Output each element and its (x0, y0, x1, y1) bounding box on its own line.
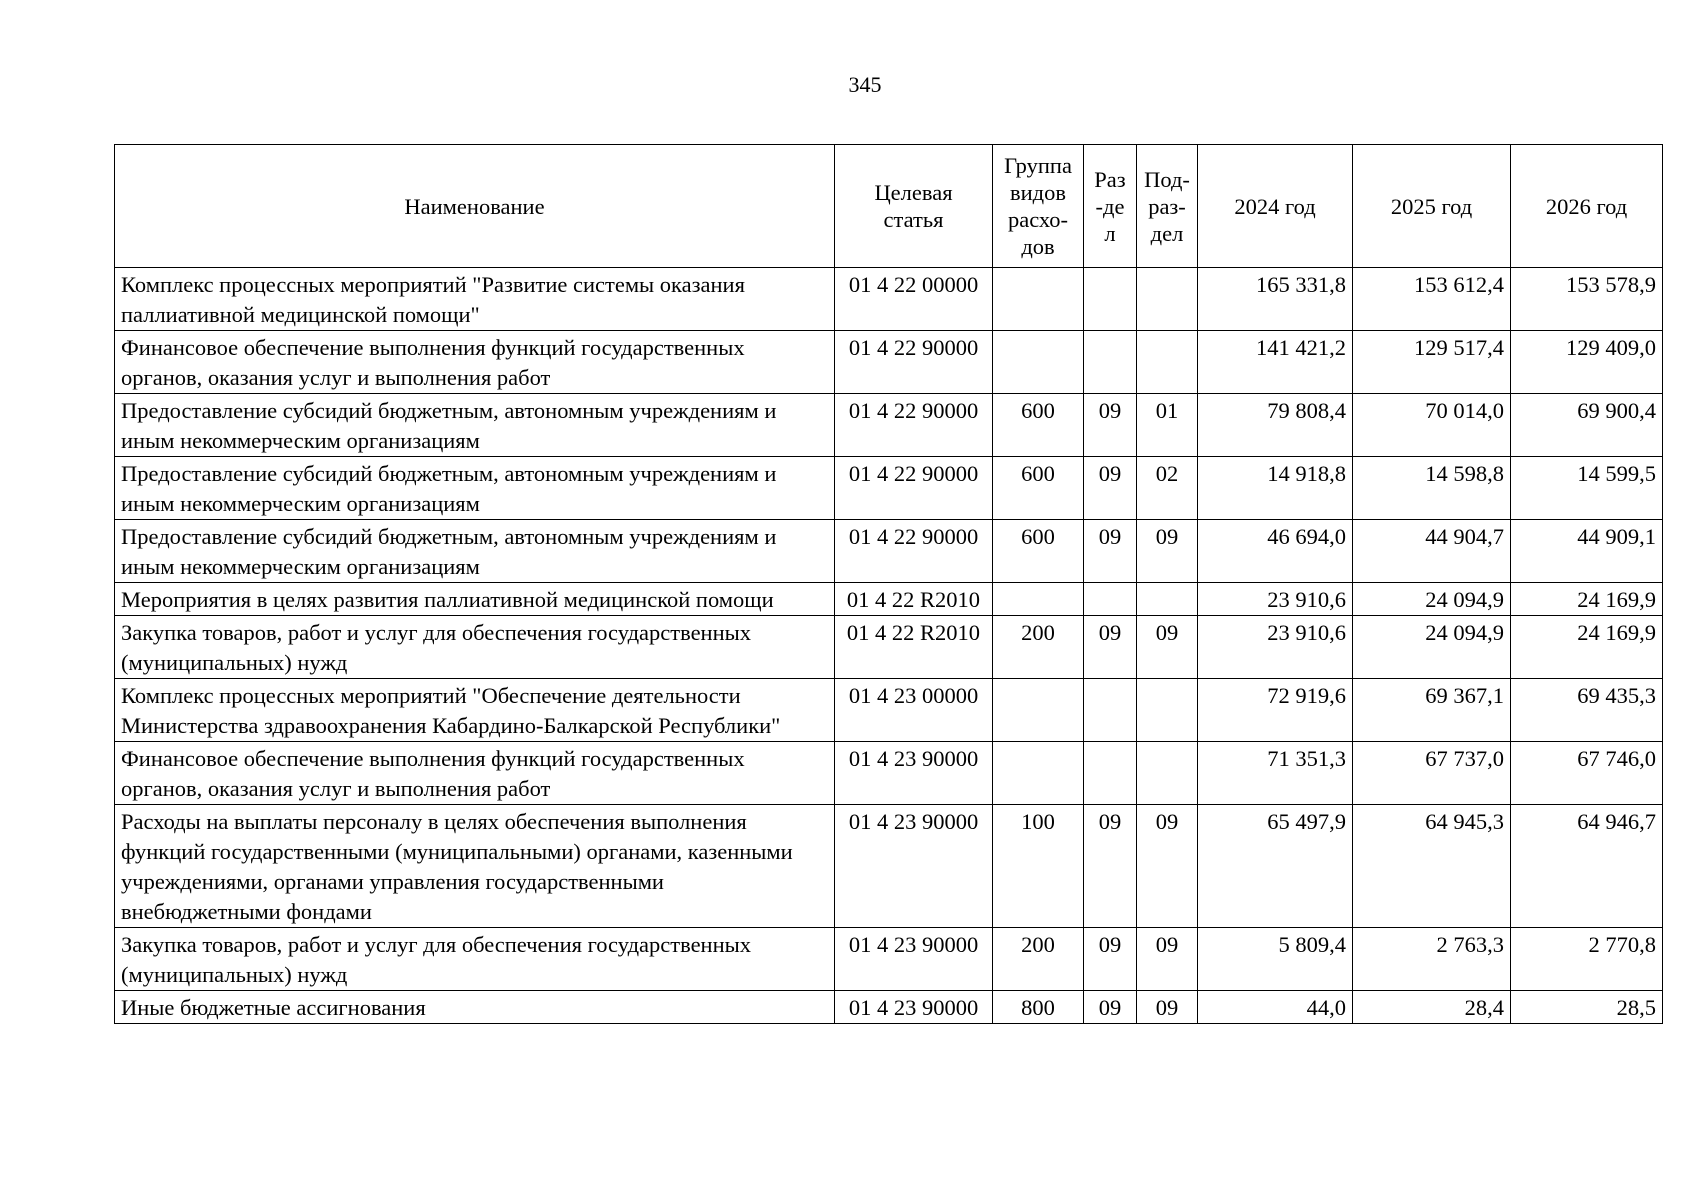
cell-section: 09 (1084, 520, 1137, 583)
cell-target: 01 4 23 90000 (835, 805, 993, 928)
cell-2026: 44 909,1 (1511, 520, 1663, 583)
cell-2025: 69 367,1 (1353, 679, 1511, 742)
cell-group (993, 742, 1084, 805)
table-row (115, 679, 1663, 742)
budget-table (114, 144, 1663, 1024)
cell-subsection (1137, 583, 1198, 616)
cell-target: 01 4 22 90000 (835, 331, 993, 394)
cell-group (993, 583, 1084, 616)
header-2026: 2026 год (1511, 145, 1663, 268)
cell-name: Финансовое обеспечение выполнения функций государственных органов, оказания услуг и выполнения работ (115, 742, 835, 805)
cell-subsection: 09 (1137, 928, 1198, 991)
cell-2024: 46 694,0 (1198, 520, 1353, 583)
cell-name: Мероприятия в целях развития паллиативной медицинской помощи (115, 583, 835, 616)
cell-target: 01 4 22 90000 (835, 457, 993, 520)
cell-target: 01 4 23 90000 (835, 742, 993, 805)
header-section: Раз-дел (1084, 145, 1137, 268)
cell-group: 800 (993, 991, 1084, 1024)
table-body (115, 268, 1663, 1024)
cell-2025: 14 598,8 (1353, 457, 1511, 520)
cell-subsection: 02 (1137, 457, 1198, 520)
table-row (115, 394, 1663, 457)
table-header-row (115, 145, 1663, 268)
cell-subsection: 09 (1137, 616, 1198, 679)
cell-group: 600 (993, 394, 1084, 457)
cell-name: Комплекс процессных мероприятий "Обеспечение деятельности Министерства здравоохранения Кабардино-Балкарской Республики" (115, 679, 835, 742)
cell-subsection: 09 (1137, 520, 1198, 583)
header-2025: 2025 год (1353, 145, 1511, 268)
page-number: 345 (848, 72, 882, 97)
cell-2025: 44 904,7 (1353, 520, 1511, 583)
cell-2025: 24 094,9 (1353, 616, 1511, 679)
cell-section: 09 (1084, 616, 1137, 679)
cell-name: Закупка товаров, работ и услуг для обеспечения государственных (муниципальных) нужд (115, 928, 835, 991)
cell-target: 01 4 23 00000 (835, 679, 993, 742)
cell-2024: 14 918,8 (1198, 457, 1353, 520)
cell-section (1084, 742, 1137, 805)
cell-2025: 28,4 (1353, 991, 1511, 1024)
cell-subsection (1137, 331, 1198, 394)
cell-section: 09 (1084, 394, 1137, 457)
cell-name: Расходы на выплаты персоналу в целях обеспечения выполнения функций государственными (муниципальными) органами, казенными учреждениями, органами управления государственными внебюджетными фондами (115, 805, 835, 928)
cell-2025: 64 945,3 (1353, 805, 1511, 928)
cell-subsection: 01 (1137, 394, 1198, 457)
cell-2024: 44,0 (1198, 991, 1353, 1024)
cell-name: Предоставление субсидий бюджетным, автономным учреждениям и иным некоммерческим организациям (115, 520, 835, 583)
cell-2024: 79 808,4 (1198, 394, 1353, 457)
cell-group: 100 (993, 805, 1084, 928)
cell-target: 01 4 23 90000 (835, 928, 993, 991)
cell-2026: 67 746,0 (1511, 742, 1663, 805)
cell-2024: 71 351,3 (1198, 742, 1353, 805)
cell-name: Финансовое обеспечение выполнения функций государственных органов, оказания услуг и выполнения работ (115, 331, 835, 394)
cell-group (993, 679, 1084, 742)
cell-2024: 65 497,9 (1198, 805, 1353, 928)
cell-subsection: 09 (1137, 991, 1198, 1024)
cell-section (1084, 331, 1137, 394)
cell-2024: 141 421,2 (1198, 331, 1353, 394)
cell-name: Иные бюджетные ассигнования (115, 991, 835, 1024)
cell-2025: 67 737,0 (1353, 742, 1511, 805)
header-2024: 2024 год (1198, 145, 1353, 268)
cell-group (993, 268, 1084, 331)
table-row (115, 805, 1663, 928)
table-row (115, 928, 1663, 991)
header-group: Группа видов расхо-дов (993, 145, 1084, 268)
cell-2026: 14 599,5 (1511, 457, 1663, 520)
cell-name: Предоставление субсидий бюджетным, автономным учреждениям и иным некоммерческим организациям (115, 457, 835, 520)
cell-target: 01 4 22 00000 (835, 268, 993, 331)
cell-2026: 129 409,0 (1511, 331, 1663, 394)
cell-subsection (1137, 268, 1198, 331)
cell-2026: 64 946,7 (1511, 805, 1663, 928)
cell-group: 200 (993, 616, 1084, 679)
cell-section: 09 (1084, 457, 1137, 520)
table-row (115, 268, 1663, 331)
cell-section (1084, 679, 1137, 742)
cell-2026: 69 435,3 (1511, 679, 1663, 742)
table-row (115, 457, 1663, 520)
cell-2026: 153 578,9 (1511, 268, 1663, 331)
cell-2025: 129 517,4 (1353, 331, 1511, 394)
cell-2025: 2 763,3 (1353, 928, 1511, 991)
header-target: Целевая статья (835, 145, 993, 268)
cell-subsection: 09 (1137, 805, 1198, 928)
cell-2026: 28,5 (1511, 991, 1663, 1024)
cell-group (993, 331, 1084, 394)
cell-section (1084, 268, 1137, 331)
cell-2026: 69 900,4 (1511, 394, 1663, 457)
table-row (115, 520, 1663, 583)
cell-target: 01 4 22 90000 (835, 394, 993, 457)
cell-section: 09 (1084, 928, 1137, 991)
cell-target: 01 4 22 90000 (835, 520, 993, 583)
cell-2024: 23 910,6 (1198, 616, 1353, 679)
cell-target: 01 4 23 90000 (835, 991, 993, 1024)
table-row (115, 742, 1663, 805)
cell-2025: 24 094,9 (1353, 583, 1511, 616)
cell-name: Предоставление субсидий бюджетным, автономным учреждениям и иным некоммерческим организациям (115, 394, 835, 457)
cell-name: Комплекс процессных мероприятий "Развитие системы оказания паллиативной медицинской помощи" (115, 268, 835, 331)
cell-subsection (1137, 742, 1198, 805)
table-row (115, 991, 1663, 1024)
cell-subsection (1137, 679, 1198, 742)
table-row (115, 616, 1663, 679)
header-subsection: Под-раз-дел (1137, 145, 1198, 268)
cell-section (1084, 583, 1137, 616)
table-row (115, 331, 1663, 394)
cell-2026: 24 169,9 (1511, 616, 1663, 679)
cell-section: 09 (1084, 991, 1137, 1024)
cell-2025: 153 612,4 (1353, 268, 1511, 331)
table-row (115, 583, 1663, 616)
cell-name: Закупка товаров, работ и услуг для обеспечения государственных (муниципальных) нужд (115, 616, 835, 679)
cell-2024: 5 809,4 (1198, 928, 1353, 991)
cell-group: 200 (993, 928, 1084, 991)
cell-group: 600 (993, 457, 1084, 520)
cell-2026: 2 770,8 (1511, 928, 1663, 991)
cell-group: 600 (993, 520, 1084, 583)
cell-target: 01 4 22 R2010 (835, 616, 993, 679)
cell-2025: 70 014,0 (1353, 394, 1511, 457)
cell-section: 09 (1084, 805, 1137, 928)
cell-2024: 23 910,6 (1198, 583, 1353, 616)
cell-2024: 165 331,8 (1198, 268, 1353, 331)
cell-2026: 24 169,9 (1511, 583, 1663, 616)
cell-2024: 72 919,6 (1198, 679, 1353, 742)
header-name: Наименование (115, 145, 835, 268)
cell-target: 01 4 22 R2010 (835, 583, 993, 616)
